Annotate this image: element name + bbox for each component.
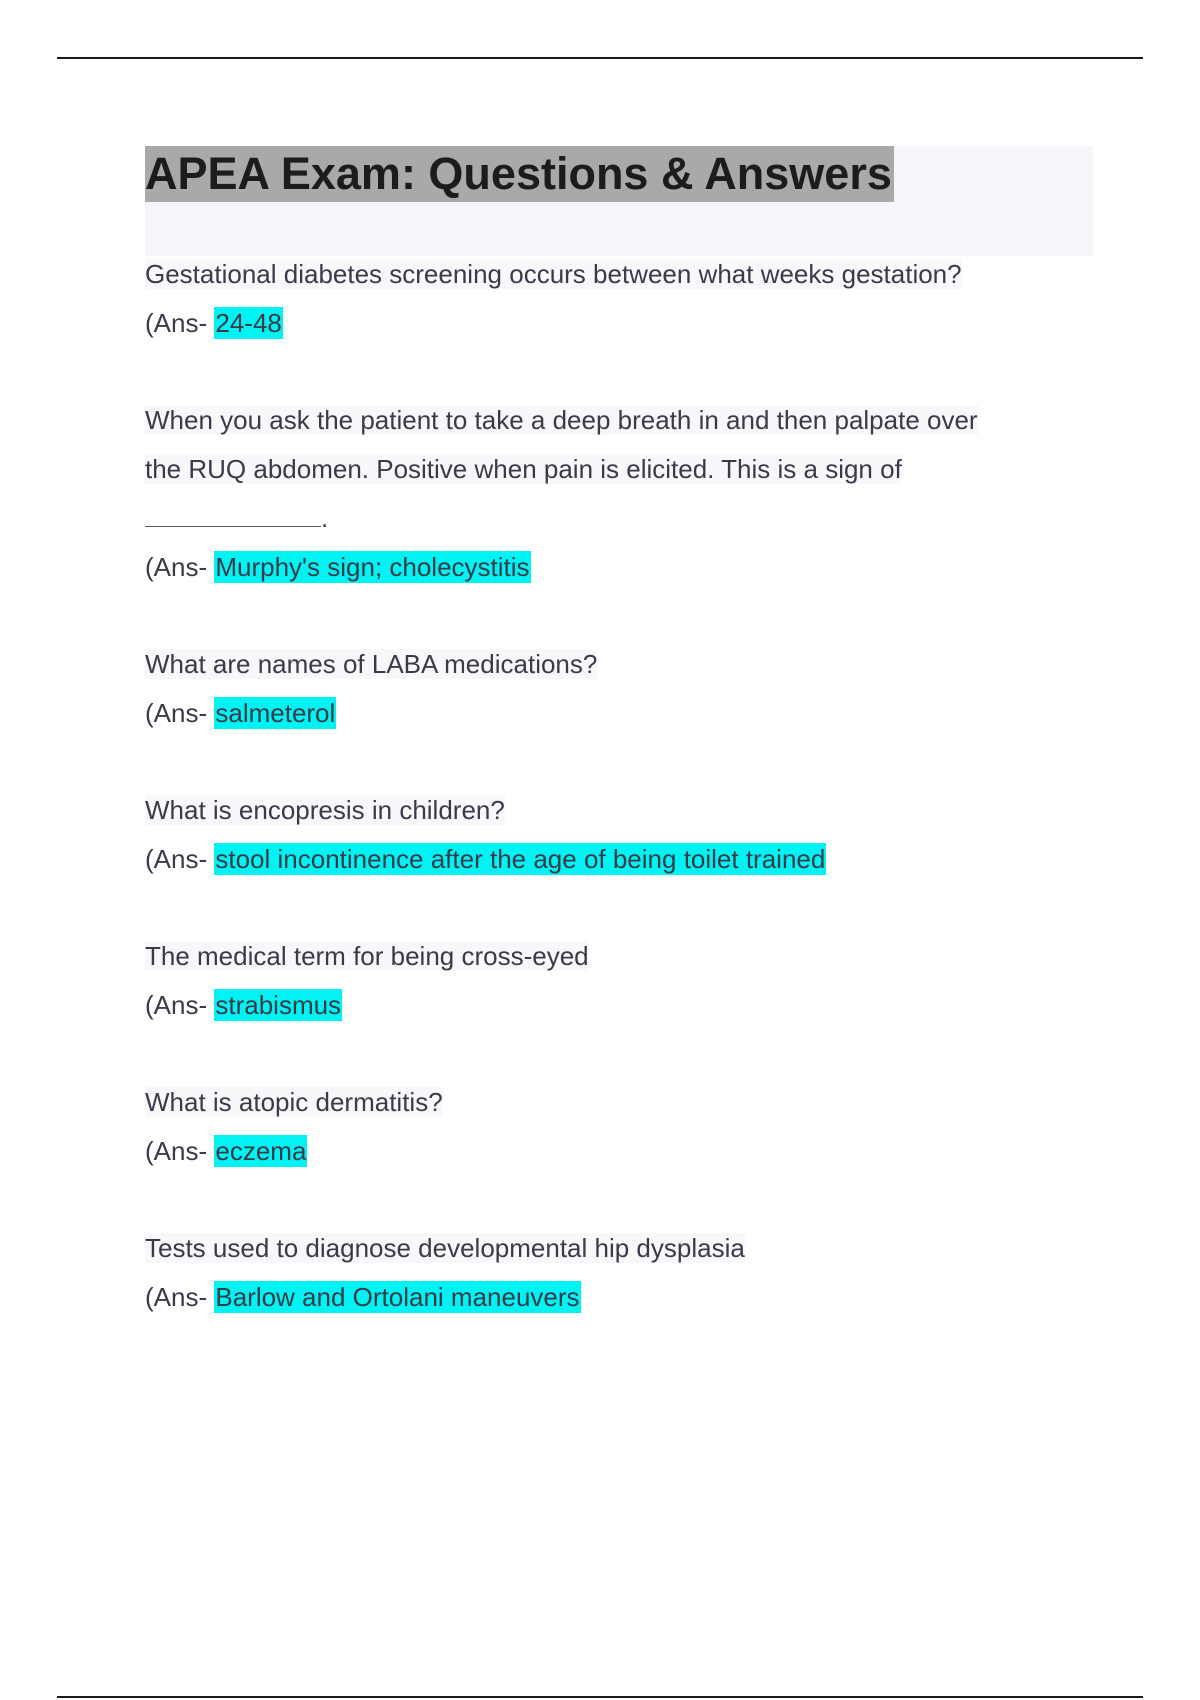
qa-item — [145, 396, 1105, 592]
question-text — [145, 250, 1105, 299]
document-title: APEA Exam: Questions & Answers — [145, 146, 894, 202]
question-text-line-2 — [145, 445, 1105, 494]
question-text-span: When you ask the patient to take a deep breath in and then palpate over — [145, 405, 978, 435]
question-text-span: Tests used to diagnose developmental hip dysplasia — [145, 1233, 745, 1263]
qa-item — [145, 640, 1105, 738]
answer-line — [145, 689, 1105, 738]
qa-item — [145, 1078, 1105, 1176]
question-text-span: the RUQ abdomen. Positive when pain is elicited. This is a sign of — [145, 454, 902, 484]
answer-highlight: salmeterol — [215, 698, 336, 728]
answer-line — [145, 1273, 1105, 1322]
question-text-span: What is atopic dermatitis? — [145, 1087, 443, 1117]
answer-highlight: stool incontinence after the age of being toilet trained — [215, 844, 826, 874]
question-text-line-3 — [145, 494, 1105, 543]
question-period: . — [321, 503, 329, 533]
qa-item — [145, 250, 1105, 348]
answer-prefix: (Ans- — [145, 844, 208, 874]
answer-line — [145, 1127, 1105, 1176]
qa-item — [145, 932, 1105, 1030]
answer-highlight: Barlow and Ortolani maneuvers — [215, 1282, 580, 1312]
answer-prefix: (Ans- — [145, 1136, 208, 1166]
qa-item — [145, 1224, 1105, 1322]
question-text-span: The medical term for being cross-eyed — [145, 941, 589, 971]
question-text-span: What is encopresis in children? — [145, 795, 505, 825]
question-text-span: What are names of LABA medications? — [145, 649, 598, 679]
answer-prefix: (Ans- — [145, 552, 208, 582]
fill-in-blank — [145, 496, 321, 527]
answer-highlight: strabismus — [215, 990, 342, 1020]
qa-item — [145, 786, 1105, 884]
answer-highlight: Murphy's sign; cholecystitis — [215, 552, 530, 582]
footer-rule — [57, 1696, 1143, 1698]
question-text-line-1 — [145, 396, 1105, 445]
answer-prefix: (Ans- — [145, 308, 208, 338]
question-text — [145, 786, 1105, 835]
header-rule — [57, 57, 1143, 59]
question-text-span: Gestational diabetes screening occurs between what weeks gestation? — [145, 259, 962, 289]
question-text — [145, 640, 1105, 689]
answer-line — [145, 299, 1105, 348]
answer-line — [145, 543, 1105, 592]
answer-prefix: (Ans- — [145, 1282, 208, 1312]
question-text — [145, 1224, 1105, 1273]
answer-highlight: 24-48 — [215, 308, 282, 338]
answer-highlight: eczema — [215, 1136, 307, 1166]
answer-prefix: (Ans- — [145, 990, 208, 1020]
answer-prefix: (Ans- — [145, 698, 208, 728]
answer-line — [145, 981, 1105, 1030]
question-text — [145, 1078, 1105, 1127]
answer-line — [145, 835, 1105, 884]
question-text — [145, 932, 1105, 981]
qa-list — [145, 250, 1105, 1370]
